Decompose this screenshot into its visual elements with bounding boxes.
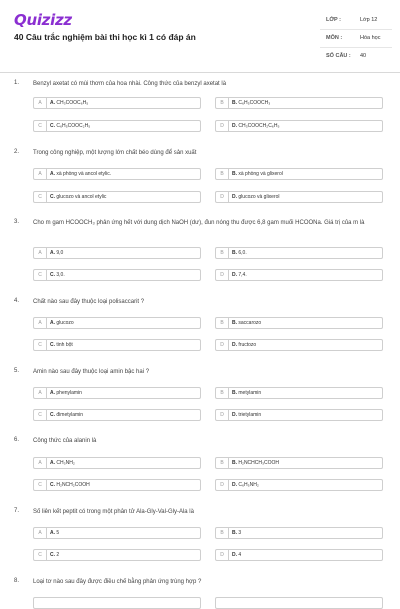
option-letter: D <box>216 410 229 420</box>
option-label: A. <box>50 460 55 466</box>
option-label: C. <box>50 272 55 278</box>
option-label: D. <box>232 342 237 348</box>
question-text: Số liên kết peptit có trong một phân tử Ala-Gly-Val-Gly-Ala là <box>33 509 194 515</box>
option-value: metylamin <box>238 390 262 396</box>
option-text <box>50 123 90 129</box>
option-a[interactable] <box>33 97 201 109</box>
option-value: 9,0 <box>56 250 64 256</box>
option-value: xà phòng và glixerol <box>238 171 283 177</box>
question-text: Trong công nghiệp, một lượng lớn chất béo dùng để sản xuất <box>33 150 197 156</box>
option-value: 7,4. <box>238 272 247 278</box>
option-d[interactable] <box>215 549 383 561</box>
meta-table <box>320 12 400 66</box>
option-text <box>232 530 241 536</box>
option-d[interactable] <box>215 479 383 491</box>
option-text <box>50 171 111 177</box>
option-c[interactable] <box>33 120 201 132</box>
option-letter: B <box>216 388 229 398</box>
option-b[interactable] <box>215 168 383 180</box>
option-label: B. <box>232 250 237 256</box>
option-value: C₆H₅NH₂ <box>238 482 259 488</box>
quizizz-logo[interactable]: Quizizz <box>14 11 72 29</box>
option-text <box>232 412 261 418</box>
question-number: 1. <box>14 80 20 86</box>
meta-value: Hóa học <box>360 35 381 41</box>
question-text: Chất nào sau đây thuộc loại polisaccarit ? <box>33 299 145 305</box>
option-letter: B <box>216 458 229 468</box>
meta-value: Lớp 12 <box>360 17 378 23</box>
option-value: 3 <box>238 530 242 536</box>
option-value: H₂NCHCH₃COOH <box>238 460 280 466</box>
option-letter: A <box>34 388 47 398</box>
option-label: B. <box>232 171 237 177</box>
option-text <box>232 250 247 256</box>
option-value: CH₃COOC₆H₅ <box>56 100 89 106</box>
question-number: 2. <box>14 149 20 155</box>
option-value: glucozo và glixerol <box>238 194 280 200</box>
option-b[interactable] <box>215 597 383 609</box>
option-c[interactable] <box>33 191 201 203</box>
option-text <box>50 100 88 106</box>
option-value: CH₃NH₂ <box>56 460 75 466</box>
option-text <box>232 272 247 278</box>
option-letter: C <box>34 192 47 202</box>
question-text: Cho m gam HCOOCH₃ phản ứng hết với dung dịch NaOH (dư), đun nóng thu được 6,8 gam muối HCOONa. Giá trị của m là <box>33 220 365 226</box>
option-c[interactable] <box>33 269 201 281</box>
option-text <box>232 482 259 488</box>
option-label: A. <box>50 530 55 536</box>
option-a[interactable] <box>33 168 201 180</box>
option-b[interactable] <box>215 317 383 329</box>
option-b[interactable] <box>215 97 383 109</box>
option-d[interactable] <box>215 120 383 132</box>
option-c[interactable] <box>33 409 201 421</box>
question-number: 5. <box>14 368 20 374</box>
option-label: A. <box>50 320 55 326</box>
option-b[interactable] <box>215 247 383 259</box>
option-letter: A <box>34 248 47 258</box>
option-value: H₂NCH₂COOH <box>56 482 90 488</box>
option-text <box>50 272 65 278</box>
option-text <box>50 194 106 200</box>
option-text <box>50 552 59 558</box>
question-text: Loại tơ nào sau đây được điều chế bằng phản ứng trùng hợp ? <box>33 579 202 585</box>
document-header <box>0 0 400 73</box>
option-letter: D <box>216 121 229 131</box>
option-value: C₆H₅COOC₂H₅ <box>56 123 91 129</box>
option-label: D. <box>232 412 237 418</box>
option-letter: B <box>216 318 229 328</box>
option-value: glucozo <box>56 320 74 326</box>
option-label: D. <box>232 194 237 200</box>
option-label: B. <box>232 460 237 466</box>
meta-row-count <box>320 48 400 66</box>
option-value: 2 <box>56 552 60 558</box>
option-letter: A <box>34 98 47 108</box>
option-value: 5 <box>56 530 60 536</box>
option-label: A. <box>50 390 55 396</box>
option-c[interactable] <box>33 339 201 351</box>
meta-row-class <box>320 12 400 30</box>
question-number: 4. <box>14 298 20 304</box>
option-letter: D <box>216 340 229 350</box>
option-label: C. <box>50 412 55 418</box>
question-number: 8. <box>14 578 20 584</box>
option-d[interactable] <box>215 191 383 203</box>
option-label: A. <box>50 100 55 106</box>
option-d[interactable] <box>215 339 383 351</box>
option-letter: B <box>216 528 229 538</box>
meta-key: LỚP : <box>326 17 341 23</box>
option-value: xà phòng và ancol etylic. <box>56 171 112 177</box>
option-letter: C <box>34 270 47 280</box>
option-label: B. <box>232 320 237 326</box>
option-letter: D <box>216 270 229 280</box>
option-letter: A <box>34 528 47 538</box>
option-label: C. <box>50 552 55 558</box>
question-text: Amin nào sau đây thuộc loại amin bậc hai ? <box>33 369 150 375</box>
option-a[interactable] <box>33 317 201 329</box>
option-value: 6,0. <box>238 250 247 256</box>
option-letter: C <box>34 480 47 490</box>
option-label: D. <box>232 552 237 558</box>
option-label: A. <box>50 171 55 177</box>
meta-value: 40 <box>360 53 367 59</box>
option-text <box>232 342 256 348</box>
option-letter: C <box>34 410 47 420</box>
option-label: D. <box>232 482 237 488</box>
question-number: 3. <box>14 219 20 225</box>
option-label: B. <box>232 100 237 106</box>
option-text <box>50 342 73 348</box>
option-a[interactable] <box>33 457 201 469</box>
option-text <box>232 100 270 106</box>
option-value: C₆H₅COOCH₃ <box>238 100 271 106</box>
option-value: glucozo và ancol etylic <box>56 194 107 200</box>
option-text <box>232 552 241 558</box>
question-text: Công thức của alanin là <box>33 438 97 444</box>
option-label: A. <box>50 250 55 256</box>
option-label: D. <box>232 272 237 278</box>
option-letter: A <box>34 169 47 179</box>
meta-row-subject <box>320 30 400 48</box>
option-value: tinh bột <box>56 342 73 348</box>
option-text <box>50 482 90 488</box>
option-value: đimetylamin <box>56 412 84 418</box>
option-letter: D <box>216 192 229 202</box>
option-label: B. <box>232 390 237 396</box>
option-value: 4 <box>238 552 242 558</box>
option-a[interactable] <box>33 597 201 609</box>
option-text <box>232 171 283 177</box>
option-a[interactable] <box>33 387 201 399</box>
question-text: Benzyl axetat có mùi thơm của hoa nhài. Công thức của benzyl axetat là <box>33 81 227 87</box>
option-letter: C <box>34 550 47 560</box>
option-letter: A <box>34 318 47 328</box>
option-letter: C <box>34 340 47 350</box>
option-a[interactable] <box>33 247 201 259</box>
option-label: C. <box>50 342 55 348</box>
option-c[interactable] <box>33 549 201 561</box>
option-b[interactable] <box>215 527 383 539</box>
option-letter: D <box>216 550 229 560</box>
option-text <box>232 390 261 396</box>
option-value: trietylamin <box>238 412 262 418</box>
option-text <box>50 530 59 536</box>
option-text <box>50 390 82 396</box>
option-value: saccarozo <box>238 320 262 326</box>
option-text <box>232 194 280 200</box>
option-label: D. <box>232 123 237 129</box>
option-d[interactable] <box>215 269 383 281</box>
option-text <box>232 460 279 466</box>
option-letter: B <box>216 248 229 258</box>
option-b[interactable] <box>215 387 383 399</box>
option-label: C. <box>50 123 55 129</box>
option-text <box>232 320 261 326</box>
option-text <box>50 320 74 326</box>
option-c[interactable] <box>33 479 201 491</box>
option-text <box>50 460 75 466</box>
question-number: 6. <box>14 437 20 443</box>
option-text <box>232 123 279 129</box>
option-letter: A <box>34 458 47 468</box>
option-label: B. <box>232 530 237 536</box>
option-letter: C <box>34 121 47 131</box>
document-title: 40 Câu trắc nghiệm bài thi học kì 1 có đáp án <box>14 32 196 42</box>
option-value: CH₃COOCH₂C₆H₅ <box>238 123 280 129</box>
option-label: C. <box>50 194 55 200</box>
meta-key: SỐ CÂU : <box>326 53 351 59</box>
option-text <box>50 250 63 256</box>
option-letter: D <box>216 480 229 490</box>
question-number: 7. <box>14 508 20 514</box>
option-text <box>50 412 83 418</box>
meta-key: MÔN : <box>326 35 343 41</box>
option-value: phenylamin <box>56 390 82 396</box>
option-d[interactable] <box>215 409 383 421</box>
option-label: C. <box>50 482 55 488</box>
option-value: 3,0. <box>56 272 65 278</box>
option-a[interactable] <box>33 527 201 539</box>
option-letter: B <box>216 169 229 179</box>
option-value: fructozo <box>238 342 257 348</box>
option-b[interactable] <box>215 457 383 469</box>
option-letter: B <box>216 98 229 108</box>
